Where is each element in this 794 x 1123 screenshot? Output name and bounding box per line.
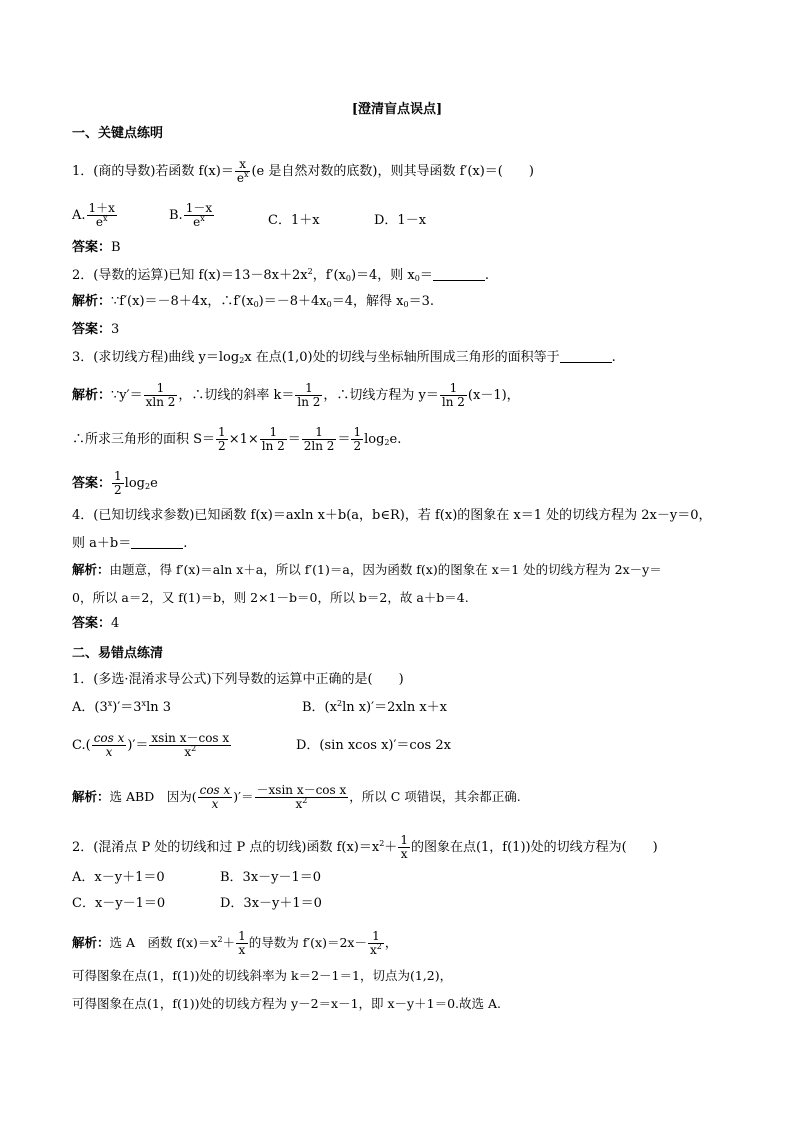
solution-6-line-3: 可得图象在点(1，f(1))处的切线方程为 y－2＝x－1，即 x－y＋1＝0.故选 A.	[72, 996, 501, 1011]
fraction: $\frac{x}{e^x}$	[236, 157, 249, 185]
solution-6-line-1: 解析：选 A 函数 $f(x)=x^2+$ $\frac{1}{x}$ 的导数为 f′(x)＝2x－ $\frac{1}{x^2}$ ，	[72, 929, 398, 957]
option-a: A. $\frac{1+x}{e^x}$	[72, 201, 115, 229]
answer-blank	[131, 536, 183, 549]
option-b: B．3x－y－1＝0	[220, 870, 322, 885]
answer-3: 答案： $\frac{1}{2}$ $\log_2e$	[72, 469, 158, 497]
solution-4-line-1: 解析：由题意，得 f′(x)＝aln x＋a，所以 f′(1)＝a，因为函数 f(x)的图象在 x＝1 处的切线方程为 2x－y＝	[72, 562, 662, 577]
answer-1: 答案：B	[72, 240, 121, 255]
question-4-line-1: 4．(已知切线求参数)已知函数 f(x)＝axln x＋b(a，b∈R)，若 f(x)的图象在 x＝1 处的切线方程为 2x－y＝0，	[72, 508, 712, 523]
solution-4-line-2: 0，所以 a＝2，又 f(1)＝b，则 2×1－b＝0，所以 b＝2，故 a＋b＝4.	[72, 590, 469, 605]
answer-2: 答案：3	[72, 322, 120, 337]
solution-2: 解析：∵f′(x)＝－8＋4x，$\therefore f'(x_0)=-8+4x_0=4$，解得 $x_0=3$.	[72, 294, 434, 309]
question-6: 2．(混淆点 P 处的切线和过 P 点的切线)函数 $f(x)=x^2+$ $\frac{1}{x}$ 的图象在点(1，f(1))处的切线方程为( )	[72, 833, 658, 861]
option-a: A．x－y＋1＝0	[72, 870, 165, 885]
option-c: C．1＋x	[268, 213, 320, 228]
answer-blank	[560, 350, 612, 363]
solution-3-line-2: ∴所求三角形的面积 S＝ $\frac{1}{2}$ ×1× $\frac{1}{\ln 2}$ ＝ $\frac{1}{2\ln 2}$ ＝ $\frac{1}{2}$ $\log_2e$.	[72, 425, 402, 453]
option-d: D．3x－y＋1＝0	[220, 896, 322, 911]
solution-3-line-1: 解析：∵y′＝ $\frac{1}{xln 2}$ ，∴切线的斜率 k＝ $\frac{1}{\ln 2}$ ，∴切线方程为 y＝ $\frac{1}{\ln 2}$ (x－1)，	[72, 381, 520, 409]
option-b: B. $\frac{1-x}{e^x}$	[169, 201, 213, 229]
question-1: 1．(商的导数)若函数 f(x)＝ $\frac{x}{e^x}$ (e 是自然对数的底数)，则其导函数 f′(x)＝( )	[72, 157, 534, 185]
option-d: D．1－x	[374, 213, 427, 228]
option-a: A．$(3^x)'=3^x\ln$ 3	[72, 699, 171, 715]
question-5: 1．(多选·混淆求导公式)下列导数的运算中正确的是( )	[72, 672, 404, 687]
question-4-line-2: 则 a＋b＝ .	[72, 536, 188, 551]
section-heading-key-points: 一、关键点练明	[72, 126, 164, 141]
option-c: C.( $\frac{\text{cos x}}{x}$ )′＝ $\frac{\text{xsin x－cos x}}{x^2}$	[72, 731, 230, 759]
option-c: C．x－y－1＝0	[72, 896, 166, 911]
question-2: 2．(导数的运算)已知 $f(x)=13-8x+2x^2$，$f'(x_0)=4$，则 $x_0=$ .	[72, 267, 490, 283]
answer-blank	[433, 268, 485, 281]
option-d: D．(sin xcos x)′＝cos 2x	[296, 738, 451, 753]
question-3: 3．(求切线方程)曲线 $y=\log_2x$ 在点(1,0)处的切线与坐标轴所围成三角形的面积等于 .	[72, 350, 616, 365]
answer-4: 答案：4	[72, 616, 120, 631]
solution-5: 解析：选 ABD 因为( $\frac{\text{cos x}}{x}$ )′＝ $\frac{\text{－xsin x－cos x}}{x^2}$ ，所以 C 项错误，其余都正确.	[72, 783, 521, 811]
page-title: [澄清盲点误点]	[351, 102, 443, 117]
option-b: B．($x^2\ln$ x)′＝2xln x＋x	[302, 699, 448, 715]
section-heading-error-points: 二、易错点练清	[72, 646, 164, 661]
solution-6-line-2: 可得图象在点(1，f(1))处的切线斜率为 k＝2－1＝1，切点为(1,2)，	[72, 968, 453, 983]
